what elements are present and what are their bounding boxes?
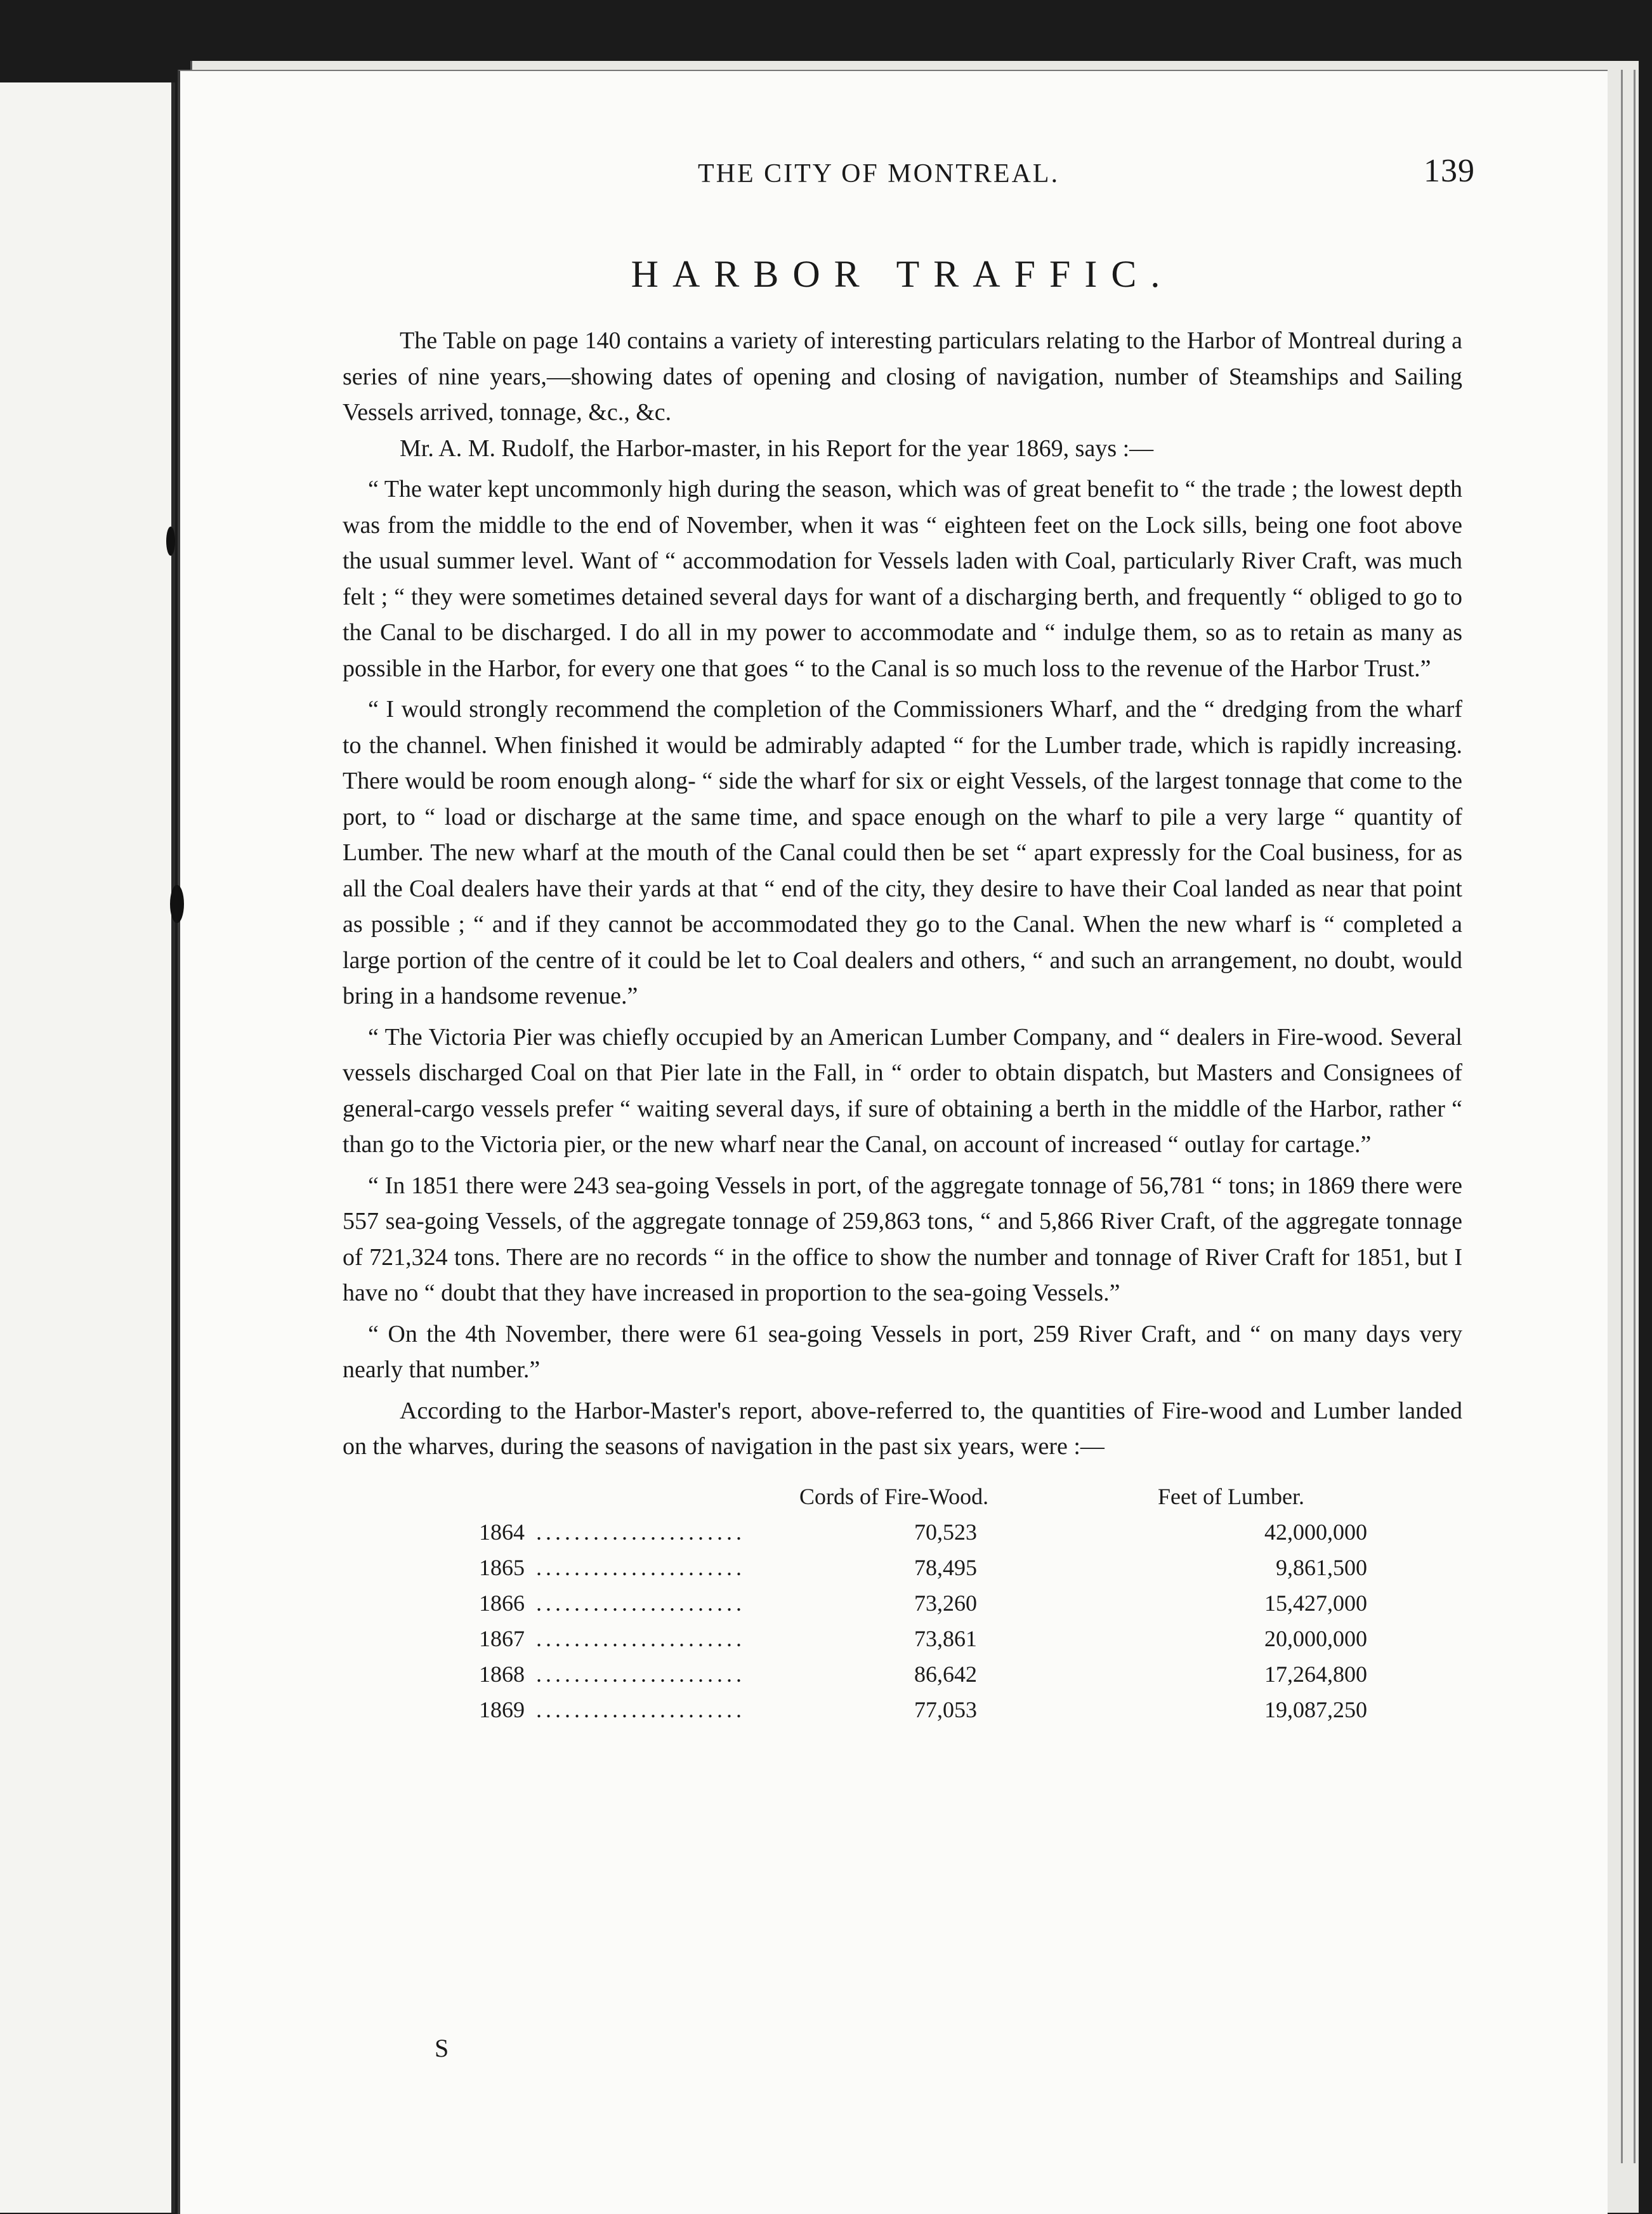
quoted-paragraph: “ The Victoria Pier was chiefly occupied by an American Lumber Company, and “ dealers in Fire-wood. Several vessels discharged Coal on that Pier late in the Fall, in “ order to obtain dispatch, but Masters and Consignees of general-cargo vessels prefer “ waiting several days, if sure of obtaining a berth in the middle of the Harbor, rather “ than go to the Victoria pier, or the new wharf near the Canal, on account of increased “ outlay for cartage.” bbox=[343, 1023, 1462, 1158]
leader-dots: ...................... bbox=[536, 1696, 745, 1722]
firewood-cell: 73,861 bbox=[914, 1625, 977, 1651]
column-header-firewood: Cords of Fire-Wood. bbox=[799, 1483, 989, 1509]
ink-blot bbox=[166, 527, 175, 556]
column-header-lumber: Feet of Lumber. bbox=[1158, 1483, 1304, 1509]
page-number: 139 bbox=[1424, 153, 1475, 189]
firewood-cell: 86,642 bbox=[914, 1661, 977, 1687]
lumber-table bbox=[343, 1479, 1462, 1727]
year-cell: 1866 bbox=[479, 1590, 525, 1616]
lumber-cell: 15,427,000 bbox=[1264, 1590, 1367, 1616]
table-row bbox=[343, 1550, 1462, 1585]
table-row bbox=[343, 1585, 1462, 1621]
paragraph: Mr. A. M. Rudolf, the Harbor-master, in his Report for the year 1869, says :— bbox=[400, 435, 1154, 462]
page-edge-line bbox=[1634, 70, 1636, 2163]
table-row bbox=[343, 1514, 1462, 1550]
section-heading: HARBOR TRAFFIC. bbox=[631, 253, 1174, 295]
quoted-paragraph: “ I would strongly recommend the completion of the Commissioners Wharf, and the “ dredging from the wharf to the channel. When finished it would be admirably adapted “ for the Lumber trade, which is rapidly increasing. There would be room enough along- “ side the wharf for six or eight Vessels, of the largest tonnage that come to the port, to “ load or discharge at the same time, and space enough on the wharf to pile a very large “ quantity of Lumber. The new wharf at the mouth of the Canal could then be set “ apart expressly for the Coal business, for as all the Coal dealers have their yards at that “ end of the city, they desire to have their Coal landed as near that point as possible ; “ and if they cannot be accommodated they go to the Canal. When the new wharf is “ completed a large portion of the centre of it could be let to Coal dealers and others, “ and such an arrangement, no doubt, would bring in a handsome revenue.” bbox=[343, 696, 1462, 1009]
leader-dots: ...................... bbox=[536, 1625, 745, 1651]
lumber-cell: 19,087,250 bbox=[1264, 1696, 1367, 1722]
year-cell: 1867 bbox=[479, 1625, 525, 1651]
year-cell: 1869 bbox=[479, 1696, 525, 1722]
table-row bbox=[343, 1656, 1462, 1692]
year-cell: 1864 bbox=[479, 1519, 525, 1545]
page-text bbox=[343, 153, 1475, 1727]
lumber-cell: 9,861,500 bbox=[1276, 1554, 1367, 1580]
firewood-cell: 73,260 bbox=[914, 1590, 977, 1616]
quoted-paragraph: “ The water kept uncommonly high during the season, which was of great benefit to “ the trade ; the lowest depth was from the middle to the end of November, when it was “ eighteen feet on the Lock sills, being one foot above the usual summer level. Want of “ accommodation for Vessels laden with Coal, particularly River Craft, was much felt ; “ they were sometimes detained several days for want of a discharging berth, and frequently “ obliged to go to the Canal to be discharged. I do all in my power to accommodate and “ indulge them, so as to retain as many as possible in the Harbor, for every one that goes “ to the Canal is so much loss to the revenue of the Harbor Trust.” bbox=[343, 476, 1462, 682]
leader-dots: ...................... bbox=[536, 1554, 745, 1580]
year-cell: 1865 bbox=[479, 1554, 525, 1580]
signature-mark: S bbox=[435, 2034, 449, 2062]
firewood-cell: 78,495 bbox=[914, 1554, 977, 1580]
paragraph: The Table on page 140 contains a variety of interesting particulars relating to the Harbor of Montreal during a series of nine years,—showing dates of opening and closing of navigation, number of Steamships and Sailing Vessels arrived, tonnage, &c., &c. bbox=[343, 327, 1462, 426]
lumber-cell: 42,000,000 bbox=[1264, 1519, 1367, 1545]
quoted-paragraph: “ In 1851 there were 243 sea-going Vessels in port, of the aggregate tonnage of 56,781 “ tons; in 1869 there were 557 sea-going Vessels, of the aggregate tonnage of 259,863 tons, “ and 5,866 River Craft, of the aggregate tonnage of 721,324 tons. There are no records “ in the office to show the number and tonnage of River Craft for 1851, but I have no “ doubt that they have increased in proportion to the sea-going Vessels.” bbox=[343, 1172, 1462, 1306]
ink-blot bbox=[170, 885, 184, 923]
leader-dots: ...................... bbox=[536, 1590, 745, 1616]
running-head bbox=[343, 153, 1475, 203]
firewood-cell: 77,053 bbox=[914, 1696, 977, 1722]
running-head-title: THE CITY OF MONTREAL. bbox=[698, 159, 1060, 188]
lumber-cell: 20,000,000 bbox=[1264, 1625, 1367, 1651]
firewood-cell: 70,523 bbox=[914, 1519, 977, 1545]
table-row bbox=[343, 1692, 1462, 1727]
table-row bbox=[343, 1621, 1462, 1656]
leader-dots: ...................... bbox=[536, 1661, 745, 1687]
year-cell: 1868 bbox=[479, 1661, 525, 1687]
lumber-cell: 17,264,800 bbox=[1264, 1661, 1367, 1687]
table-header bbox=[343, 1479, 1462, 1514]
leader-dots: ...................... bbox=[536, 1519, 745, 1545]
facing-page-edge bbox=[0, 82, 175, 2213]
paragraph: According to the Harbor-Master's report, above-referred to, the quantities of Fire-wood and Lumber landed on the wharves, during the seasons of navigation in the past six years, were :— bbox=[343, 1397, 1462, 1460]
quoted-paragraph: “ On the 4th November, there were 61 sea-going Vessels in port, 259 River Craft, and “ on many days very nearly that number.” bbox=[343, 1320, 1462, 1383]
page-edge-line bbox=[1621, 70, 1623, 2163]
